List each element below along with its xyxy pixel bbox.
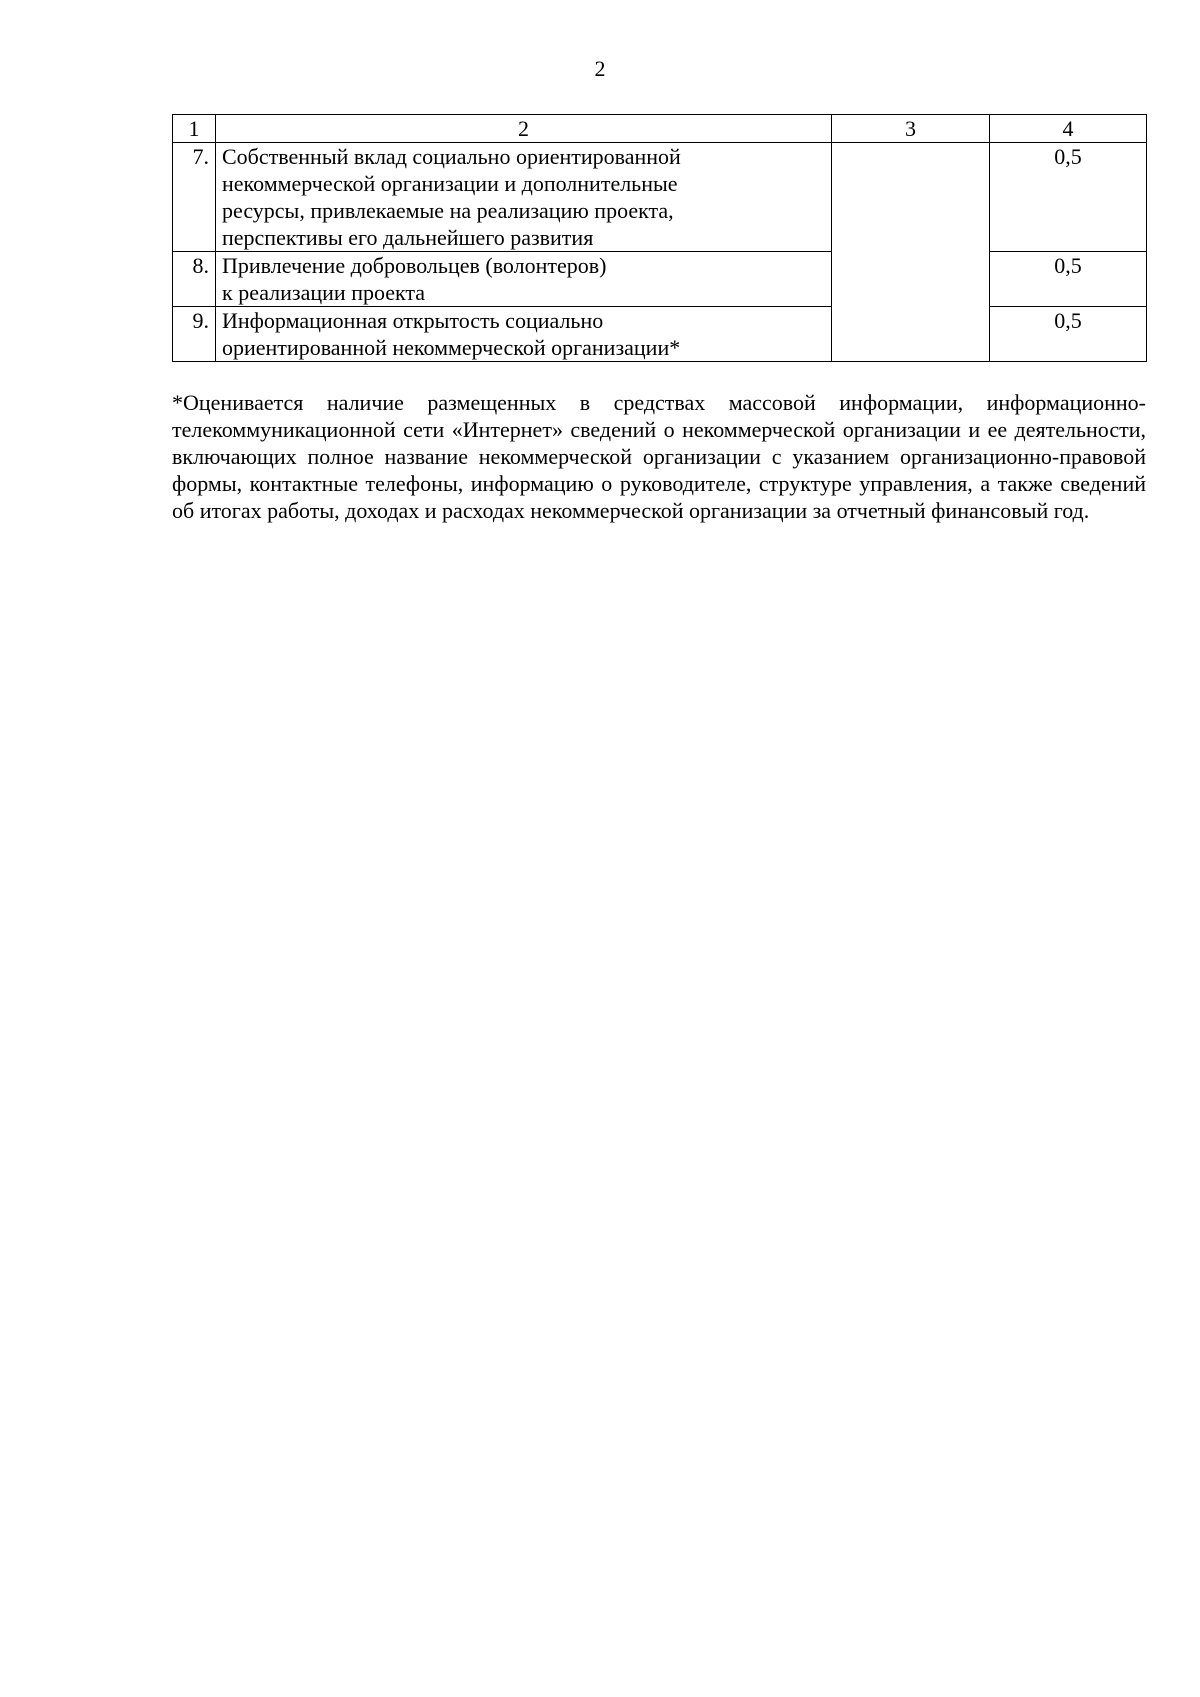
table-row [173, 143, 1147, 252]
criteria-table [172, 114, 1147, 362]
column-header-3: 3 [832, 115, 990, 143]
criterion-value: 0,5 [990, 252, 1147, 307]
table-row [173, 252, 1147, 307]
criterion-text [216, 252, 832, 307]
criterion-line: Привлечение добровольцев (волонтеров) [222, 253, 607, 278]
criterion-line: Собственный вклад социально ориентированной [222, 144, 681, 169]
criterion-line: к реализации проекта [222, 280, 426, 305]
criterion-text [216, 307, 832, 362]
criterion-line: ориентированной некоммерческой организации* [222, 335, 681, 360]
table-header-row [173, 115, 1147, 143]
row-number: 9. [173, 307, 216, 362]
column-header-2: 2 [216, 115, 832, 143]
criterion-value: 0,5 [990, 307, 1147, 362]
column-3-merged-cell [832, 143, 990, 362]
row-number: 8. [173, 252, 216, 307]
table-row [173, 307, 1147, 362]
criterion-line: Информационная открытость социально [222, 308, 604, 333]
column-header-4: 4 [990, 115, 1147, 143]
criterion-line: ресурсы, привлекаемые на реализацию проекта, [222, 198, 674, 223]
criterion-line: перспективы его дальнейшего развития [222, 225, 594, 250]
footnote: *Оценивается наличие размещенных в средствах массовой информации, информационно-телекоммуникационной сети «Интернет» сведений о некоммерческой организации и ее деятельности, включающих полное название некоммерческой организации с указанием организационно-правовой формы, контактные телефоны, информацию о руководителе, структуре управления, а также сведений об итогах работы, доходах и расходах некоммерческой организации за отчетный финансовый год. [172, 390, 1146, 523]
column-header-1: 1 [173, 115, 216, 143]
row-number: 7. [173, 143, 216, 252]
page-number: 2 [594, 56, 606, 81]
criterion-text [216, 143, 832, 252]
criterion-value: 0,5 [990, 143, 1147, 252]
criterion-line: некоммерческой организации и дополнительные [222, 171, 678, 196]
